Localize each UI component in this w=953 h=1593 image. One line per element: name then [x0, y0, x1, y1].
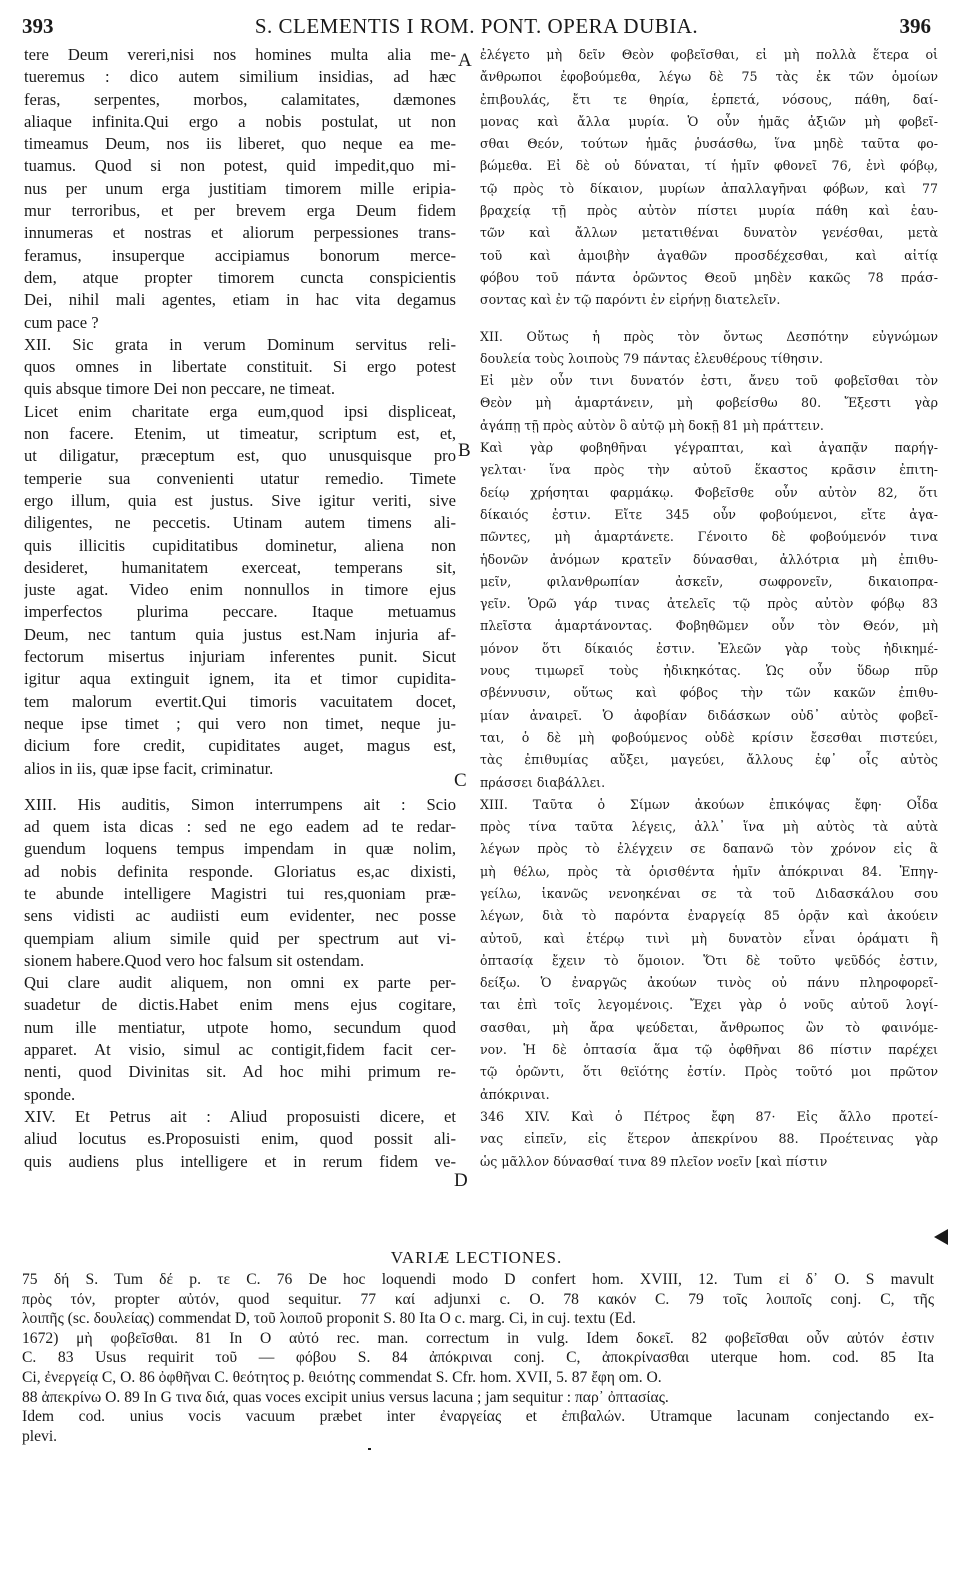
running-title: S. CLEMENTIS I ROM. PONT. OPERA DUBIA. — [254, 14, 699, 38]
greek-text-line: πράσσει διαβάλλει. — [480, 774, 606, 790]
latin-text-line: ad nobis definita responde. Gloriatus es,ac dixisti, — [24, 861, 456, 881]
greek-text-line: δείῳ χρήσηται φαρμάκῳ. Φοβεῖσθε οὖν αὐτὸν 82, ὅτι — [480, 484, 938, 500]
greek-text-line: βραχείᾳ τῇ πρὸς αὐτὸν πίστει μυρία πάθη καὶ ἑαυ- — [480, 203, 938, 219]
greek-text-line: τοῦ καὶ ἀμοιβὴν ἀγαθῶν προσδέχεσθαι, καὶ αἰτίᾳ — [480, 247, 938, 263]
greek-text-line: Καὶ γὰρ φοβηθῆναι γέγραπται, καὶ ἀγαπᾷν παρήγ- — [480, 440, 938, 456]
latin-column — [24, 44, 456, 1173]
greek-text-line: νον. Ἡ δὲ ὀπτασία ἅμα τῷ ὀφθῆναι 86 πίστιν παρέχει — [480, 1042, 938, 1058]
greek-text-line: λέγων, διὰ τὸ παρόντα ἐναργείᾳ 85 ὁρᾷν καὶ ἀκούειν — [480, 908, 938, 924]
continuation-arrow-icon — [934, 1229, 948, 1245]
latin-text-line: quempiam alium simile quid per spectrum aut vi- — [24, 928, 456, 948]
latin-text-line: cum pace ? — [24, 312, 99, 332]
latin-text-line: temperie sua convenienti utatur remedio. Timete — [24, 468, 456, 488]
latin-text-line: apparet. At visio, simul ac contigit,fidem facit cer- — [24, 1040, 456, 1060]
latin-text-line: quos omnes in libertate constituit. Si ergo potest — [24, 357, 456, 377]
greek-text-line: τῷ πρὸς τὸ δίκαιον, μυρίων ἀπαλλαγῆναι φόβων, καὶ 77 — [480, 180, 938, 196]
paragraph-gap — [480, 312, 938, 326]
greek-text-line: ἐπιβουλάς, ἔτι τε θηρία, ἑρπετά, νόσους, πάθη, δαί- — [480, 91, 938, 107]
greek-text-line: ἄνθρωποι ἐφοβούμεθα, λέγω δὲ 75 τὰς ἐκ τῶν ὁμοίων — [480, 69, 938, 85]
latin-text-line: tere Deum vereri,nisi nos homines multa alia me- — [24, 45, 456, 64]
notes-text-line: C. 83 Usus requirit τοῦ — φόβου S. 84 ἀπόκριναι conj. C, ἀποκρίνασθαι uterque hom. cod. 85 Ita — [22, 1349, 934, 1367]
greek-text-line: πῶντες, μὴ ἁμαρτάνετε. Γένοιτο δὲ φοβούμενόν τινα — [480, 529, 938, 545]
greek-text-line: τὰς ἐπιθυμίας αὔξει, μαγεύει, ἄλλους ἐφ᾽ οἷς αὐτὸς — [480, 752, 938, 768]
running-header — [22, 14, 931, 44]
latin-text-line: ut diligatur, præceptum est, quo unusquisque pro — [24, 446, 456, 466]
latin-text-line: Licet enim charitate erga eum,quod ipsi displiceat, — [24, 401, 456, 421]
latin-text-line: sens vidisti ac audiisti eum evidenter, nec posse — [24, 906, 456, 926]
latin-text-line: Deum, nec tantum quia justus est.Nam injuria af- — [24, 624, 456, 644]
greek-text-line: ὡς μᾶλλον δύνασθαί τινα 89 πλεῖον νοεῖν [καὶ πίστιν — [480, 1153, 828, 1169]
greek-text-line: ἐλέγετο μὴ δεῖν Θεὸν φοβεῖσθαι, εἰ μὴ πολλὰ ἕτερα οἱ — [480, 47, 938, 62]
latin-text-line: tueremus : dico autem similium insidias, ad hæc — [24, 67, 456, 87]
latin-text-line: quis absque timore Dei non peccare, ne timeat. — [24, 379, 336, 399]
latin-text-line: feras, serpentes, morbos, calamitates, dæmones — [24, 89, 456, 109]
notes-text-line: plevi. — [22, 1427, 58, 1445]
greek-text-line: δίκαιός ἐστιν. Εἴτε 345 οὖν φοβούμενοι, εἴτε ἀγα- — [480, 506, 938, 522]
greek-text-line: βώμεθα. Εἰ δὲ οὐ δύναται, τί ἡμῖν φθονεῖ 76, ἑνὶ φόβῳ, — [480, 158, 938, 174]
latin-text-line: ad quem ista dicas : sed ne ego eadem ad te redar- — [24, 817, 456, 837]
latin-text-line: Dei, nihil mali agentes, etiam in hac vita degamus — [24, 290, 456, 310]
margin-marker-d: D — [454, 1170, 468, 1191]
latin-text-line: sionem habere.Quod vero hoc falsum sit ostendam. — [24, 950, 365, 970]
latin-text-line: te abunde intelligere Magistri tui res,quoniam præ- — [24, 883, 456, 903]
latin-text-line: num ille mentiatur, utpote homo, secundum quod — [24, 1017, 456, 1037]
greek-text-line: σασθαι, μὴ ἄρα ψεύδεται, ἄνθρωπος ὢν τὸ φαινόμε- — [480, 1019, 938, 1035]
notes-text-line: Idem cod. unius vocis vacuum præbet inter ἐναργείας et ἐπιβαλών. Utramque lacunam conjectando ex- — [22, 1408, 934, 1426]
latin-text-line: ergo illum, quia est justus. Sive igitur veriti, sive — [24, 490, 456, 510]
latin-text-line: fectorum misertus injuriam inferentes punit. Sicut — [24, 647, 456, 667]
notes-text-line: 1672) μὴ φοβεῖσθαι. 81 In O αὐτό rec. man. correctum in vulg. Idem δοκεῖ. 82 φοβεῖσθαι οὖν αὐτόν ἐστιν — [22, 1329, 934, 1347]
greek-text-line: ἀγάπῃ τῇ πρὸς αὐτὸν ὃ αὐτῷ μὴ δοκῇ 81 μὴ πράττειν. — [480, 417, 824, 433]
latin-text-line: suadetur de dictis.Habet enim mens ejus cogitare, — [24, 995, 456, 1015]
latin-text-line: guendum loquens tempus impendam in quæ nolim, — [24, 839, 456, 859]
greek-text-line: τῷ ὁρῶντι, ὅτι θεϊότης ἐστίν. Πρὸς τοῦτό μοι πρῶτον — [480, 1064, 938, 1080]
margin-marker-b: B — [458, 440, 471, 461]
latin-text-line: desideret, humanitatem exerceat, temperans sit, — [24, 557, 456, 577]
greek-text-line: XIII. Ταῦτα ὁ Σίμων ἀκούων ἐπικόψας ἔφη· Οἶδα — [480, 796, 938, 812]
latin-text-line: diligentes, ne peccetis. Utinam autem timens ali- — [24, 513, 456, 533]
latin-text-line: aliaque infinita.Qui ergo a nobis postulat, ut non — [24, 111, 456, 131]
greek-text-line: μονας καὶ ἄλλα μυρία. Ὁ οὖν ἡμᾶς ἀξιῶν μὴ φοβεῖ- — [480, 113, 938, 129]
greek-text-line: γελται· ἵνα πρὸς τὴν αὐτοῦ ἕκαστος κρᾶσιν ἐπιτη- — [480, 462, 938, 478]
footnotes-block — [22, 1270, 934, 1446]
latin-text-line: XIII. His auditis, Simon interrumpens ait : Scio — [24, 794, 456, 814]
latin-text-line: non facere. Etenim, ut timeatur, scriptum est, et, — [24, 424, 456, 444]
latin-text-line: quis illicitis cupiditatibus dominetur, aliena non — [24, 535, 456, 555]
latin-text-line: feramus, insuperque accipiamus bonorum merce- — [24, 245, 456, 265]
latin-text-line: quis audiens plus intelligere et in rerum fidem ve- — [24, 1151, 456, 1171]
greek-text-line: ὀπτασίᾳ ἔχειν τὸ ὅμοιον. Ὅτι δὲ τοῦτο ψεῦδός ἐστιν, — [480, 952, 938, 968]
greek-text-line: γεῖν. Ὁρῶ γάρ τινας ἀτελεῖς τῷ πρὸς αὐτὸν φόβῳ 83 — [480, 596, 938, 612]
notes-text-line: Ci, ἐνεργείᾳ C, O. 86 ὀφθῆναι C. θεότητος p. θειότης commendat S. Cfr. hom. XVII, 5. 87 ἔφη om. O. — [22, 1368, 662, 1386]
greek-text-line: ται, ὁ δὲ μὴ φοβούμενος οὐδὲ κρίσιν ἔσεσθαι πιστεύει, — [480, 729, 938, 745]
notes-text-line: 88 ἀπεκρίνω O. 89 In G τινα διά, quas voces excipit unius versus lacuna ; jam sequitur : παρ᾽ ὀπτασίας. — [22, 1388, 669, 1406]
greek-text-line: μίαν ἀναιρεῖ. Ὁ ἀφοβίαν διδάσκων οὐδ᾽ αὐτὸς φοβεῖ- — [480, 707, 938, 723]
latin-text-line: dicium fore credit, cupiditates auget, magus est, — [24, 736, 456, 756]
latin-text-line: tuamus. Quod si non potest, quid impedit,quo mi- — [24, 156, 456, 176]
greek-text-line: γείλω, ἱκανῶς νενοηκέναι σε τὰ τοῦ Διδασκάλου σου — [480, 885, 938, 901]
margin-marker-c: C — [454, 770, 467, 791]
greek-text-line: λέγων πρὸς τὸ ἐλέγχειν σε δαπανῶ τὸν χρόνον εἰς ἃ — [480, 841, 938, 857]
greek-text-line: σοντας καὶ ἐν τῷ παρόντι ἐν εἰρήνῃ διατελεῖν. — [480, 292, 781, 308]
latin-text-line: alios in iis, quæ ipse facit, criminatur. — [24, 758, 274, 778]
greek-text-line: Εἰ μὲν οὖν τινι δυνατόν ἐστι, ἄνευ τοῦ φοβεῖσθαι τὸν — [480, 373, 938, 389]
greek-text-line: ται ἐπὶ τοῖς λεγομένοις. Ἔχει γὰρ ὁ νοῦς αὐτοῦ λογί- — [480, 997, 938, 1013]
greek-text-line: νας εἰπεῖν, εἰς ἕτερον ἀπεκρίνου 88. Προέτεινας γὰρ — [480, 1131, 938, 1147]
latin-text-line: juste agat. Video enim nonnullos in timore ejus — [24, 580, 456, 600]
notes-text-line: λοιπῆς (sc. δουλείας) commendat D, τοῦ λοιποῦ proponit S. 80 Ita O c. marg. Ci, in cuj. textu (Ed. — [22, 1310, 636, 1328]
page-number-left: 393 — [22, 14, 54, 38]
notes-text-line: πρὸς τόν, propter αὐτόν, quod sequitur. 77 καί adjunxi c. O. 78 κακόν C. 79 τοῖς λοιποῖς conj. C, τῆς — [22, 1290, 934, 1308]
page-number-right: 396 — [899, 14, 931, 38]
paragraph-gap — [24, 780, 456, 794]
greek-text-line: πλεῖστα ἁμαρτάνοντας. Φοβηθῶμεν οὖν τὸν Θεόν, μὴ — [480, 618, 938, 634]
notes-text-line: 75 δή S. Tum δέ p. τε C. 76 De hoc loquendi modo D confert hom. XVIII, 12. Tum εἰ δ᾽ O. S mavult — [22, 1271, 934, 1288]
latin-text-line: sponde. — [24, 1084, 76, 1104]
greek-text-line: Θεὸν μὴ ἁμαρτάνειν, μὴ φοβείσθω 80. Ἔξεστι γὰρ — [480, 395, 938, 411]
greek-text-line: δείξω. Ὁ ἐναργῶς ἀκούων τινὸς οὐ πάνυ πληροφορεῖ- — [480, 975, 938, 991]
latin-text-line: igitur aqua extinguit ignem, ita et timor cupidita- — [24, 669, 456, 689]
latin-text-line: mur terroribus, et per brevem erga Deum fidem — [24, 201, 456, 221]
variae-lectiones-heading: VARIÆ LECTIONES. — [390, 1248, 563, 1267]
greek-text-line: ἡδονῶν ἀνόμων κρατεῖν δύνασθαι, ἀλλότρια μὴ ἐπιθυ- — [480, 551, 938, 567]
latin-text-line: imperfectos plurima peccare. Itaque metuamus — [24, 602, 456, 622]
latin-text-line: innumeras et nostras et aliorum perpessiones trans- — [24, 223, 456, 243]
latin-text-line: nenti, quod Divinitas sit. Ad hoc mihi primum re- — [24, 1062, 456, 1082]
greek-text-line: μὴ θέλω, πρὸς τὰ ὁρισθέντα ἡμῖν ἀπόκριναι 84. Ἐπηγ- — [480, 863, 938, 879]
latin-text-line: XIV. Et Petrus ait : Aliud proposuisti dicere, et — [24, 1106, 456, 1126]
greek-text-line: μόνον ὅτι δίκαιός ἐστιν. Ἐλεῶν γὰρ τοὺς ἠδικημέ- — [480, 640, 938, 656]
margin-marker-a: A — [458, 50, 472, 71]
greek-text-line: ἀπόκριναι. — [480, 1086, 550, 1102]
greek-text-line: δουλεία τοὺς λοιποὺς 79 πάντας ἐλευθέρους τίθησιν. — [480, 350, 824, 366]
greek-text-line: σθαι Θεόν, τούτων ἡμᾶς ῥυσάσθω, ἵνα μηδὲ ταῦτα φο- — [480, 136, 938, 152]
greek-text-line: τῶν καὶ ἄλλων μετατιθέναι δυνατὸν γενέσθαι, μετὰ — [480, 225, 938, 241]
greek-text-line: νους τιμωρεῖ τοὺς ἠδικηκότας. Ὡς οὖν ὕδωρ πῦρ — [480, 663, 938, 679]
greek-text-line: αὐτοῦ, καὶ ἑτέρῳ τινὶ μὴ δυνατὸν εἶναι ὁράματι ἢ — [480, 930, 938, 946]
greek-text-line: XII. Οὕτως ἡ πρὸς τὸν ὄντως Δεσπότην εὐγνώμων — [480, 328, 938, 344]
latin-text-line: XII. Sic grata in verum Dominum servitus reli- — [24, 334, 456, 354]
latin-text-line: tem malorum evertit.Qui timoris vacuitatem docet, — [24, 691, 456, 711]
greek-column — [480, 44, 938, 1173]
latin-text-line: nus per unum erga justitiam timorem mille eripia- — [24, 178, 456, 198]
latin-text-line: aliud locutus es.Proposuisti enim, quod possit ali- — [24, 1129, 456, 1149]
latin-text-line: timeamus Deum, nos iis liberet, quo neque ea me- — [24, 134, 456, 154]
latin-text-line: Qui clare audit aliquem, non omni ex parte per- — [24, 973, 456, 993]
greek-text-line: σβέννυσιν, οὕτως καὶ φόβος τὴν τῶν κακῶν ἐπιθυ- — [480, 685, 938, 701]
greek-text-line: μεῖν, φιλανθρωπίαν ἀσκεῖν, σωφρονεῖν, δικαιοπρα- — [480, 573, 938, 589]
latin-text-line: dem, atque propter timorem cuncta conspicientis — [24, 267, 456, 287]
greek-text-line: πρὸς τίνα ταῦτα λέγεις, ἀλλ᾽ ἵνα μὴ αὐτὸς τὰ αὐτὰ — [480, 819, 938, 835]
latin-text-line: neque ipse timet ; qui vero non timet, neque ju- — [24, 713, 456, 733]
greek-text-line: φόβου τοῦ πάντα ὁρῶντος Θεοῦ μηδὲν κακῶς 78 πράσ- — [480, 269, 938, 285]
stray-mark — [368, 1448, 371, 1450]
greek-text-line: 346 XIV. Καὶ ὁ Πέτρος ἔφη 87· Εἰς ἄλλο προτεί- — [480, 1108, 938, 1124]
